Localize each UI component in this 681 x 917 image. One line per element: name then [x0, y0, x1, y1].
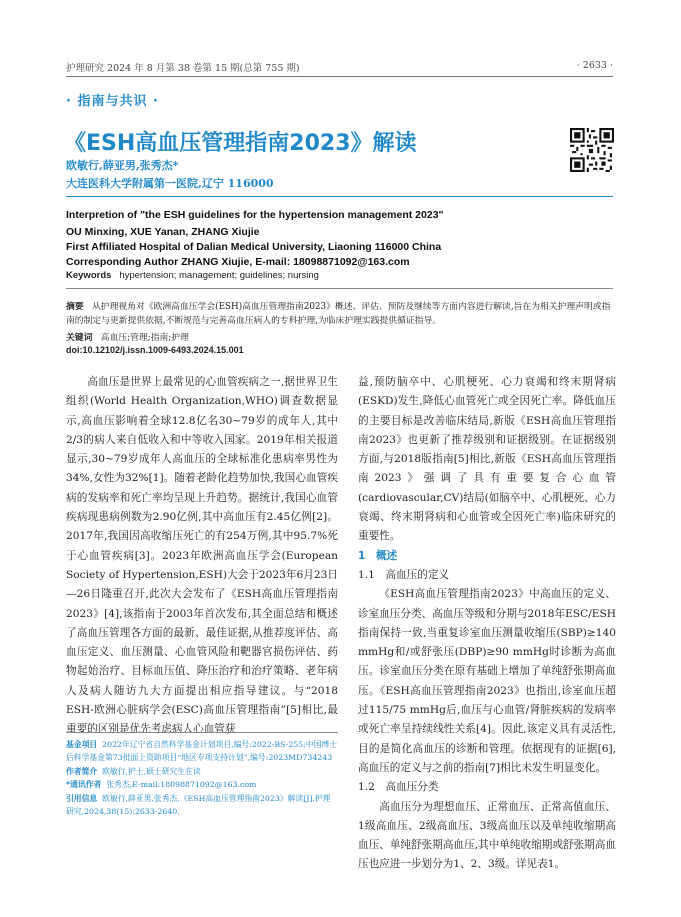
- doi: doi:10.12102/j.issn.1009-6493.2024.15.001: [66, 345, 244, 355]
- abstract-rule: [66, 288, 613, 289]
- subsection-heading: 1.1 高血压的定义: [358, 568, 450, 581]
- english-authors: OU Minxing, XUE Yanan, ZHANG Xiujie: [66, 226, 260, 238]
- citation-note: [66, 792, 338, 819]
- body-paragraph: 高血压分为理想血压、正常血压、正常高值血压、1级高血压、2级高血压、3级高血压以及单纯收缩期高血压、单纯舒张期高血压,其中单纯收缩期或舒张期高血压也应进一步划分为1、2、3级。详见表1。: [358, 800, 616, 871]
- author-text: 欧敏行,护士,硕士研究生在读: [102, 766, 201, 776]
- affiliation-cn: 大连医科大学附属第一医院,辽宁 116000: [66, 177, 274, 190]
- english-title: Interpretion of "the ESH guidelines for the hypertension management 2023": [66, 209, 444, 221]
- qr-code-icon: [570, 128, 614, 172]
- footnote-rule: [66, 732, 338, 733]
- authors-cn: 欧敏行,薛亚男,张秀杰*: [66, 159, 179, 172]
- cite-label: 引用信息: [66, 793, 98, 803]
- section-heading: 1 概述: [358, 549, 398, 562]
- body-paragraph: 《ESH高血压管理指南2023》中高血压的定义、诊室血压分类、高血压等级和分期与2018年ESC/ESH指南保持一致,当重复诊室血压测量收缩压(SBP)≥140 mmHg和/或舒张压(DBP)≥90 mmHg时诊断为高血压。诊室血压分类在原有基础上增加了单纯舒张期高血压。《ESH高血压管理指南2023》也指出,诊室血压超过115/75 mmHg后,血压与心血管/肾脏疾病的发病率或死亡率呈持续线性关系[4]。因此,该定义具有灵活性,目的是简化高血压的诊断和管理。依据现有的证据[6],高血压的定义与之前的指南[7]相比未发生明显变化。: [358, 588, 616, 774]
- keywords-cn-label: 关键词: [66, 333, 93, 343]
- corresponding-note: [66, 778, 338, 791]
- page-number: · 2633 ·: [576, 60, 613, 71]
- footnotes: [66, 738, 338, 818]
- corr-label: *通讯作者: [66, 780, 102, 790]
- journal-header: 护理研究 2024 年 8 月第 38 卷第 15 期(总第 755 期): [66, 63, 300, 74]
- english-affiliation: First Affiliated Hospital of Dalian Medical University, Liaoning 116000 China: [66, 241, 442, 253]
- right-column: [358, 373, 616, 875]
- author-label: 作者简介: [66, 766, 98, 776]
- abstract-text: 从护理视角对《欧洲高血压学会(ESH)高血压管理指南2023》概述、评估、预防及继续等方面内容进行解读,旨在为相关护理声明或指南的制定与更新提供依据,不断规范与完善高血压病人的专科护理,为临床护理实践提供循证指导。: [66, 302, 611, 326]
- abstract: [66, 300, 616, 328]
- english-corresponding: Corresponding Author ZHANG Xiujie, E-mail: 18098871092@163.com: [66, 256, 410, 268]
- cite-text: 欧敏行,薛亚男,张秀杰.《ESH高血压管理指南2023》解读[J].护理研究,2024,38(15):2633-2640.: [66, 793, 331, 817]
- header-rule: [66, 76, 613, 77]
- article-title: 《ESH高血压管理指南2023》解读: [64, 131, 417, 156]
- fund-note: [66, 738, 338, 765]
- keywords-cn: [66, 330, 189, 343]
- abstract-label: 摘要: [66, 302, 84, 312]
- english-keywords-label: Keywords: [66, 270, 112, 281]
- section-tag: · 指南与共识 ·: [66, 94, 159, 109]
- fund-label: 基金项目: [66, 740, 98, 749]
- keywords-cn-text: 高血压;管理;指南;护理: [100, 333, 189, 343]
- english-keywords-text: hypertension; management; guidelines; nursing: [119, 270, 319, 281]
- corr-text: 张秀杰,E-mail:18098871092@163.com: [106, 780, 257, 790]
- body-paragraph: 高血压是世界上最常见的心血管疾病之一,据世界卫生组织(World Health Organization,WHO)调查数据显示,高血压影响着全球12.8亿名30~79岁的成年人,其中2/3的病人来自低收入和中等收入国家。2019年相关报道显示,30~79岁成年人高血压的全球标准化患病率男性为34%,女性为32%[1]。随着老龄化趋势加快,我国心血管疾病的发病率和死亡率均呈现上升趋势。据统计,我国心血管疾病现患病例数为2.90亿例,其中高血压有2.45亿例[2]。2017年,我国因高收缩压死亡的有254万例,其中95.7%死于心血管疾病[3]。2023年欧洲高血压学会(European Society of Hypertension,ESH)大会于2023年6月23日—26日隆重召开,此次大会发布了《ESH高血压管理指南2023》[4],该指南于2003年首次发布,其全面总结和概述了高血压管理各方面的最新、最佳证据,从推荐度评估、高血压定义、血压测量、心血管风险和靶器官损伤评估、药物起始治疗、目标血压值、降压治疗和治疗策略、老年病人及病人随访九大方面提出相应指导建议。与“2018 ESH-欧洲心脏病学会(ESC)高血压管理指南”[5]相比,最重要的区别是优先考虑病人心血管获: [66, 376, 338, 736]
- english-keywords: [66, 270, 319, 281]
- subsection-heading: 1.2 高血压分类: [358, 781, 439, 794]
- title-rule: [66, 196, 613, 197]
- fund-text: 2022年辽宁省自然科学基金计划项目,编号:2022-BS-255;中国博士后科学基金第73批面上资助项目“地区专项支持计划”,编号:2023MD734243: [66, 740, 338, 763]
- author-note: [66, 765, 338, 778]
- left-column: [66, 373, 338, 740]
- body-paragraph: 益,预防脑卒中、心肌梗死、心力衰竭和终末期肾病(ESKD)发生,降低心血管死亡或全因死亡率。降低血压的主要目标是改善临床结局,新版《ESH高血压管理指南2023》也更新了推荐级别和证据级别。在证据级别方面,与2018版指南[5]相比,新版《ESH高血压管理指南2023》强调了具有重要复合心血管(cardiovascular,CV)结局(如脑卒中、心肌梗死、心力衰竭、终末期肾病和心血管或全因死亡率)临床研究的重要性。: [358, 376, 616, 543]
